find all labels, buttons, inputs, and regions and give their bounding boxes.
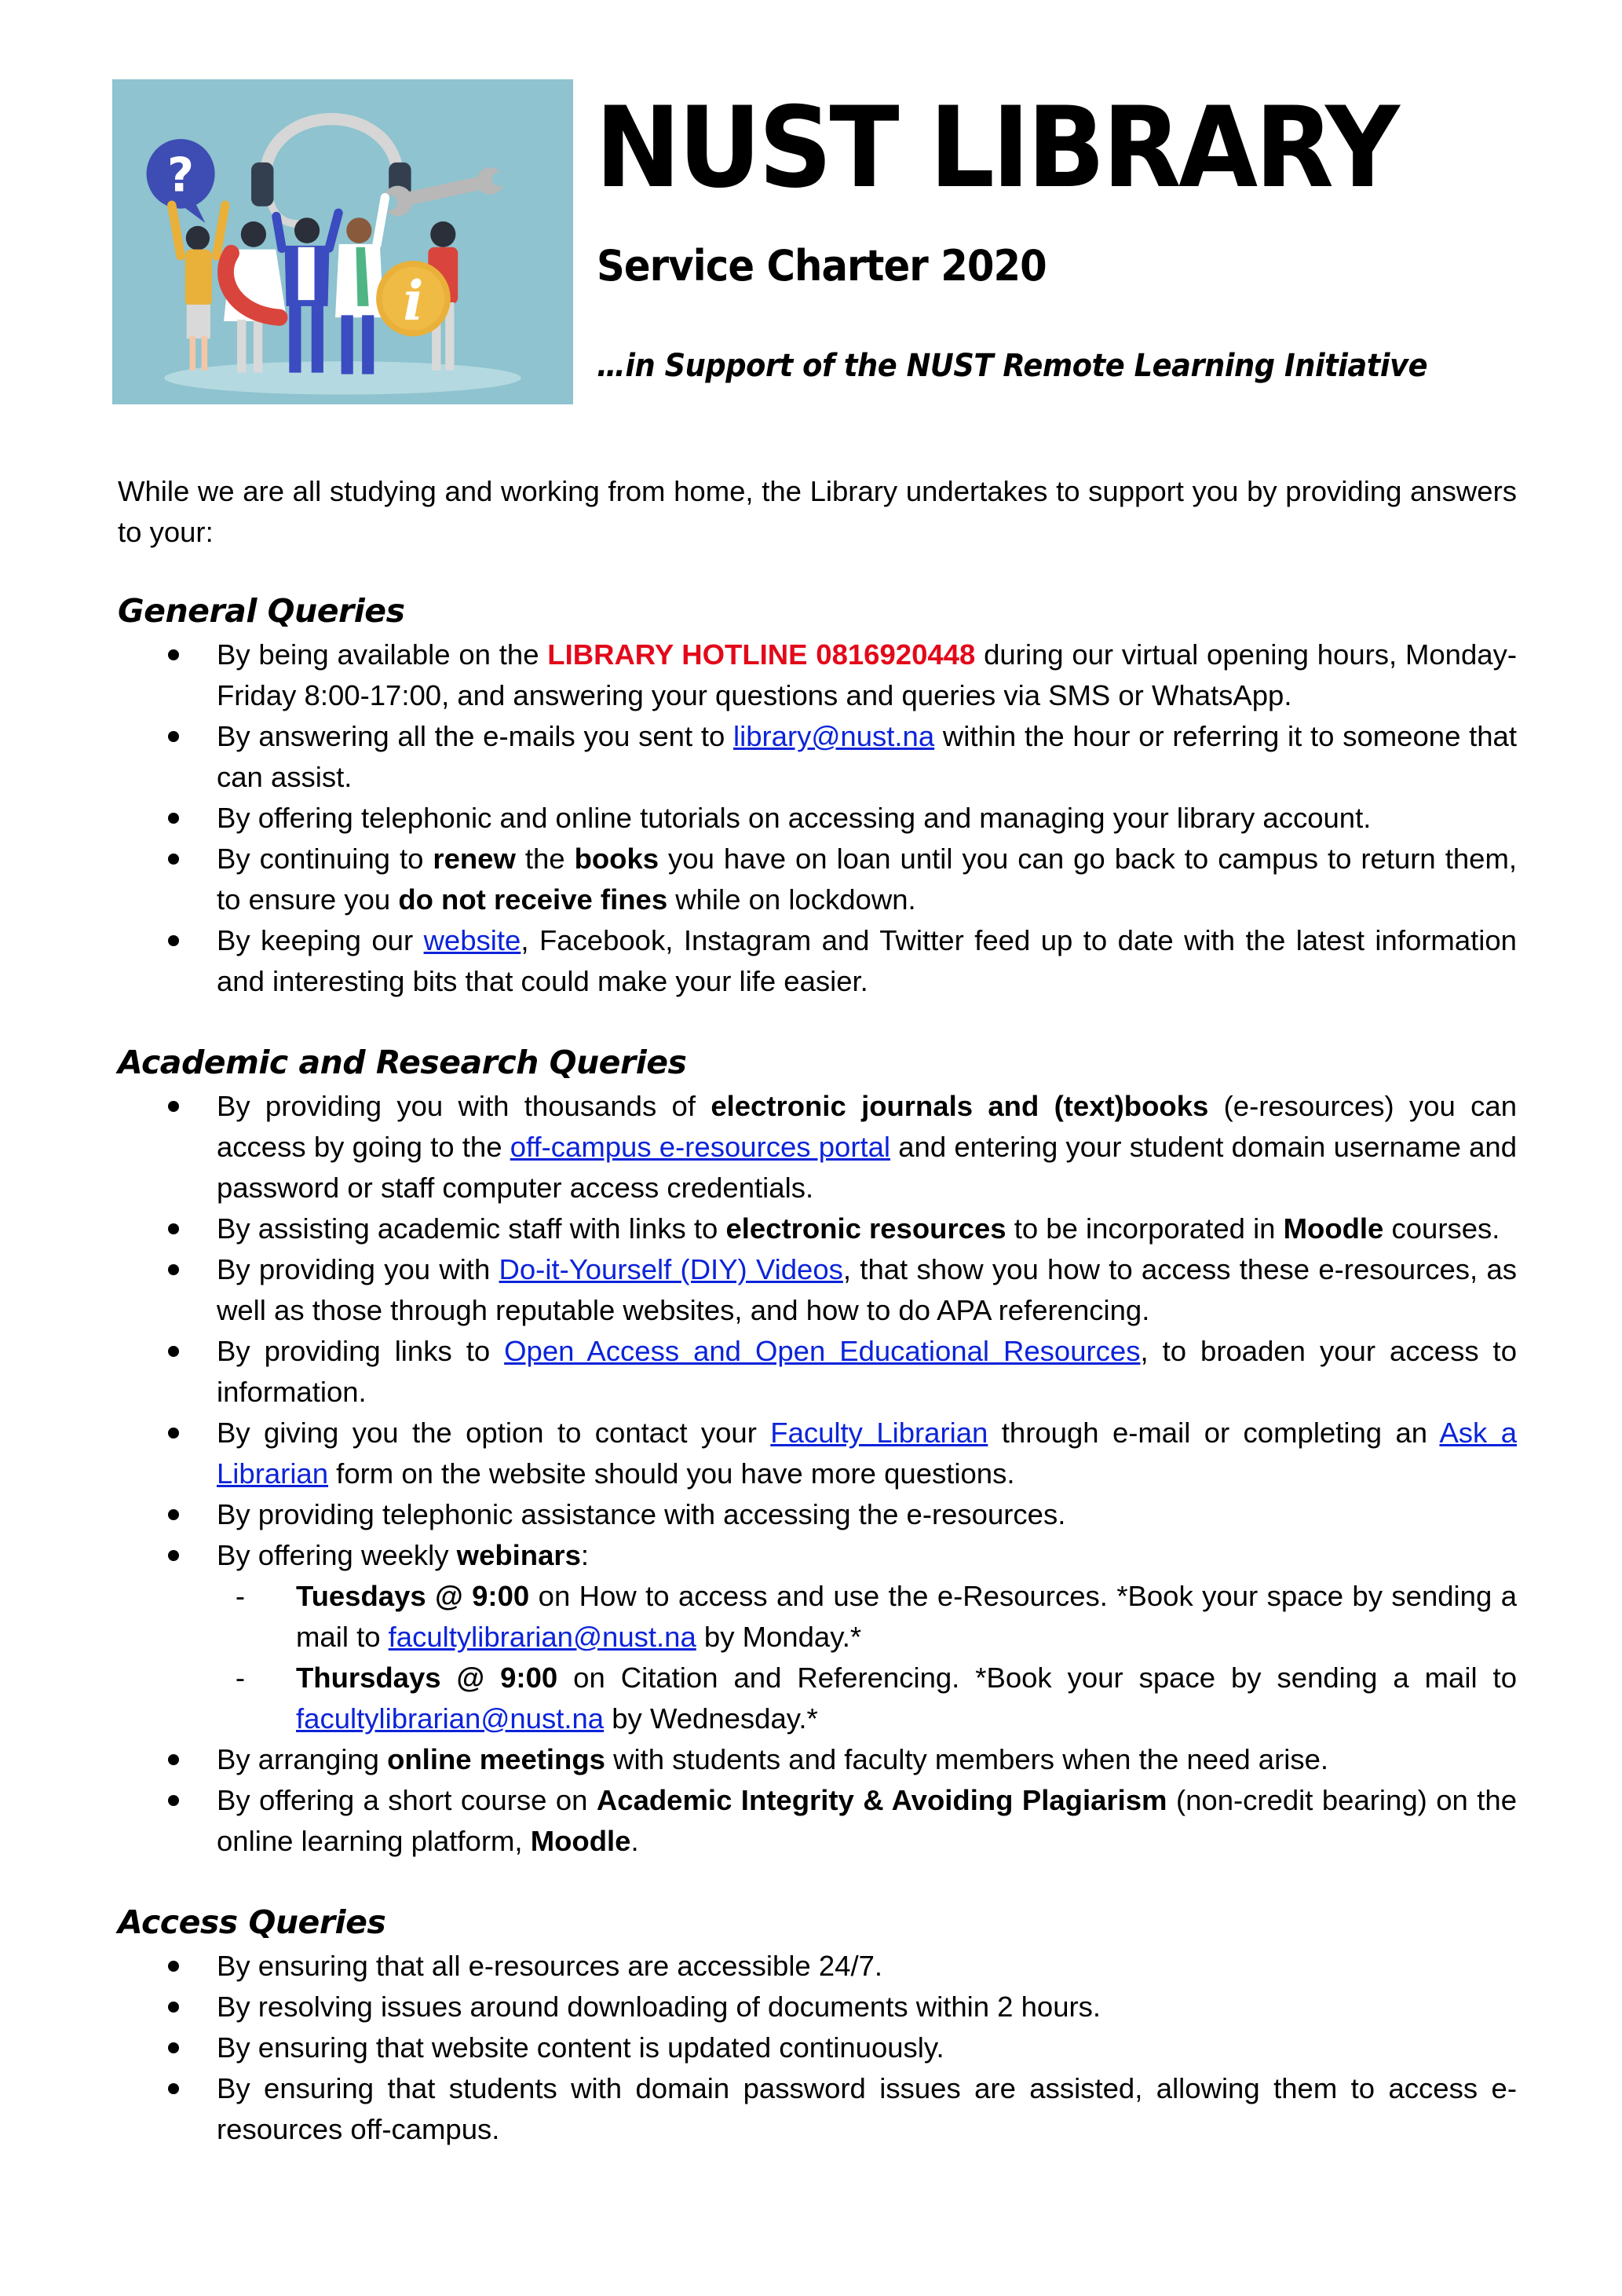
dash-bullet-icon: - [235, 1580, 246, 1612]
emphasis-text: do not receive fines [398, 883, 668, 916]
bullet-icon [168, 813, 179, 824]
list-item-text [217, 1498, 1065, 1530]
sub-list [217, 1576, 1517, 1739]
bullet-icon [168, 1264, 179, 1275]
sub-list-item [217, 1658, 1517, 1739]
list-item [118, 1739, 1517, 1780]
list-item [118, 1535, 1517, 1739]
body-text: during our virtual opening hours, Monday-Friday 8:00-17:00, and answering your questions and queries via SMS or WhatsApp. [217, 638, 1517, 711]
body-text: By ensuring that all e-resources are accessible 24/7. [217, 1950, 883, 1982]
body-text: By providing links to [217, 1335, 505, 1367]
body-text: By giving you the option to contact your [217, 1417, 771, 1449]
body-text: while on lockdown. [667, 883, 916, 916]
bullet-icon [168, 1550, 179, 1561]
body-text: By arranging [217, 1743, 388, 1775]
list-item [118, 2068, 1517, 2150]
page-tagline: …in Support of the NUST Remote Learning Initiative [597, 348, 1428, 384]
list-item [118, 1494, 1517, 1535]
list-item-text [217, 1417, 1517, 1490]
body-text: By assisting academic staff with links to [217, 1212, 726, 1245]
body-text: by Wednesday.* [604, 1702, 818, 1735]
sub-list-item [217, 1576, 1517, 1658]
list-item [118, 634, 1517, 716]
list-item-text [217, 1784, 1517, 1857]
list-item [118, 1331, 1517, 1413]
bullet-icon [168, 935, 179, 946]
section-access-queries [118, 1901, 1517, 2150]
bullet-icon [168, 1509, 179, 1520]
bullet-icon [168, 2002, 179, 2013]
body-text: By providing you with thousands of [217, 1090, 711, 1122]
body-text: within the hour or referring it to someone that can assist. [217, 720, 1517, 793]
body-text: By providing telephonic assistance with accessing the e-resources. [217, 1498, 1066, 1530]
link-facultylibrarian-nust-na[interactable]: facultylibrarian@nust.na [388, 1621, 696, 1653]
body-text: on Citation and Referencing. *Book your space by sending a mail to [557, 1662, 1517, 1694]
body-text: courses. [1383, 1212, 1500, 1245]
link-off-campus-e-resources-portal[interactable]: off-campus e-resources portal [510, 1131, 891, 1163]
svg-text:i: i [403, 269, 424, 334]
info-coin-icon [376, 261, 451, 336]
emphasis-text: books [574, 843, 659, 875]
body-text: By resolving issues around downloading of documents within 2 hours. [217, 1991, 1101, 2023]
section-heading: General Queries [118, 592, 405, 630]
list-item [118, 839, 1517, 920]
link-open-access-and-open-educational-resources[interactable]: Open Access and Open Educational Resources [504, 1335, 1141, 1367]
body-text: By being available on the [217, 638, 548, 671]
link-facultylibrarian-nust-na[interactable]: facultylibrarian@nust.na [296, 1702, 605, 1735]
list-item [118, 1413, 1517, 1494]
list-item [118, 1987, 1517, 2027]
bullet-icon [168, 2042, 179, 2053]
body-text: and entering your student domain username and password or staff computer access credentials. [217, 1131, 1517, 1204]
body-text: (non-credit bearing) on the online learning platform, [217, 1784, 1517, 1857]
bullet-list [118, 1946, 1517, 2150]
list-item-text [217, 1212, 1500, 1245]
bullet-icon [168, 854, 179, 865]
body-text: you have on loan until you can go back to campus to return them, to ensure you [217, 843, 1517, 916]
body-text: By ensuring that students with domain password issues are assisted, allowing them to access e-resources off-campus. [217, 2072, 1517, 2145]
list-item-text [217, 1743, 1328, 1775]
list-item-text [217, 1539, 589, 1571]
list-item-text [217, 924, 1517, 997]
hotline-highlight: LIBRARY HOTLINE 0816920448 [547, 638, 976, 671]
list-item-text [217, 1950, 882, 1982]
list-item-text [217, 802, 1371, 834]
link-do-it-yourself-diy-videos[interactable]: Do-it-Yourself (DIY) Videos [499, 1253, 843, 1285]
emphasis-text: webinars [456, 1539, 581, 1571]
illustration-graphic [112, 79, 573, 404]
page-subtitle: Service Charter 2020 [597, 241, 1047, 291]
body-text: . [630, 1825, 639, 1857]
body-text: , to broaden your access to information. [217, 1335, 1517, 1408]
body-text: by Monday.* [696, 1621, 862, 1653]
list-item-text [217, 1090, 1517, 1204]
section-academic-and-research-queries [118, 1041, 1517, 1862]
link-website[interactable]: website [423, 924, 521, 956]
list-item [118, 1946, 1517, 1987]
body-text: with students and faculty members when the need arise. [605, 1743, 1329, 1775]
intro-paragraph: While we are all studying and working from home, the Library undertakes to support you by providing answers to your: [118, 475, 1517, 548]
section-heading: Academic and Research Queries [118, 1044, 687, 1081]
section-heading: Access Queries [118, 1903, 386, 1941]
page-title: NUST LIBRARY [595, 83, 1397, 213]
emphasis-text: online meetings [387, 1743, 605, 1775]
bullet-icon [168, 1795, 179, 1806]
list-item [118, 1780, 1517, 1862]
emphasis-text: electronic resources [725, 1212, 1006, 1245]
body-text: , that show you how to access these e-resources, as well as those through reputable websites, and how to do APA referencing. [217, 1253, 1517, 1326]
list-item [118, 1086, 1517, 1208]
body-text: By offering weekly [217, 1539, 457, 1571]
list-item [118, 2027, 1517, 2068]
body-text: By offering telephonic and online tutorials on accessing and managing your library account. [217, 802, 1372, 834]
bullet-icon [168, 1223, 179, 1234]
emphasis-text: Moodle [1283, 1212, 1384, 1245]
list-item-text [217, 2031, 944, 2064]
list-item-text [217, 1253, 1517, 1326]
bullet-icon [168, 1961, 179, 1972]
body-text: By continuing to [217, 843, 433, 875]
list-item [118, 716, 1517, 798]
bullet-icon [168, 2083, 179, 2094]
body-text: By providing you with [217, 1253, 499, 1285]
link-library-nust-na[interactable]: library@nust.na [733, 720, 935, 752]
bullet-icon [168, 1428, 179, 1439]
bullet-list [118, 1086, 1517, 1862]
emphasis-text: Academic Integrity & Avoiding Plagiarism [596, 1784, 1167, 1816]
emphasis-text: electronic journals and (text)books [711, 1090, 1209, 1122]
body-text: By answering all the e-mails you sent to [217, 720, 733, 752]
sections-container [118, 590, 1517, 2150]
emphasis-text: Moodle [530, 1825, 631, 1857]
list-item [118, 1208, 1517, 1249]
support-team-illustration [112, 79, 573, 404]
emphasis-text: Thursdays @ 9:00 [296, 1662, 558, 1694]
body-text: through e-mail or completing an [988, 1417, 1440, 1449]
dash-bullet-icon: - [235, 1662, 246, 1694]
list-item [118, 920, 1517, 1002]
bullet-list [118, 634, 1517, 1002]
bullet-icon [168, 649, 179, 660]
section-general-queries [118, 590, 1517, 1002]
body-text: on How to access and use the e-Resources. *Book your space by sending a mail to [296, 1580, 1517, 1653]
list-item-text [217, 843, 1517, 916]
list-item [118, 1249, 1517, 1331]
list-item-text [217, 2072, 1517, 2145]
list-item-text [217, 1991, 1101, 2023]
body-text: By keeping our [217, 924, 424, 956]
headset-left-ear-icon [251, 163, 273, 207]
charter-body [118, 471, 1517, 2188]
body-text: form on the website should you have more questions. [328, 1457, 1015, 1490]
bullet-icon [168, 731, 179, 742]
body-text: the [515, 843, 575, 875]
svg-text:?: ? [167, 148, 195, 203]
bullet-icon [168, 1754, 179, 1765]
link-ask-a-librarian[interactable]: Ask a Librarian [217, 1417, 1517, 1490]
link-faculty-librarian[interactable]: Faculty Librarian [770, 1417, 988, 1449]
list-item-text [217, 1335, 1517, 1408]
sub-list-item-text [296, 1662, 1517, 1735]
list-item [118, 798, 1517, 839]
body-text: (e-resources) you can access by going to the [217, 1090, 1517, 1163]
body-text: By offering a short course on [217, 1784, 597, 1816]
list-item-text [217, 638, 1517, 711]
emphasis-text: renew [433, 843, 516, 875]
bullet-icon [168, 1346, 179, 1357]
sub-list-item-text [296, 1580, 1517, 1653]
body-text: : [580, 1539, 590, 1571]
body-text: , Facebook, Instagram and Twitter feed up to date with the latest information and interesting bits that could make your life easier. [217, 924, 1517, 997]
bullet-icon [168, 1101, 179, 1112]
body-text: By ensuring that website content is updated continuously. [217, 2031, 944, 2064]
list-item-text [217, 720, 1517, 793]
body-text: to be incorporated in [1006, 1212, 1284, 1245]
emphasis-text: Tuesdays @ 9:00 [296, 1580, 530, 1612]
